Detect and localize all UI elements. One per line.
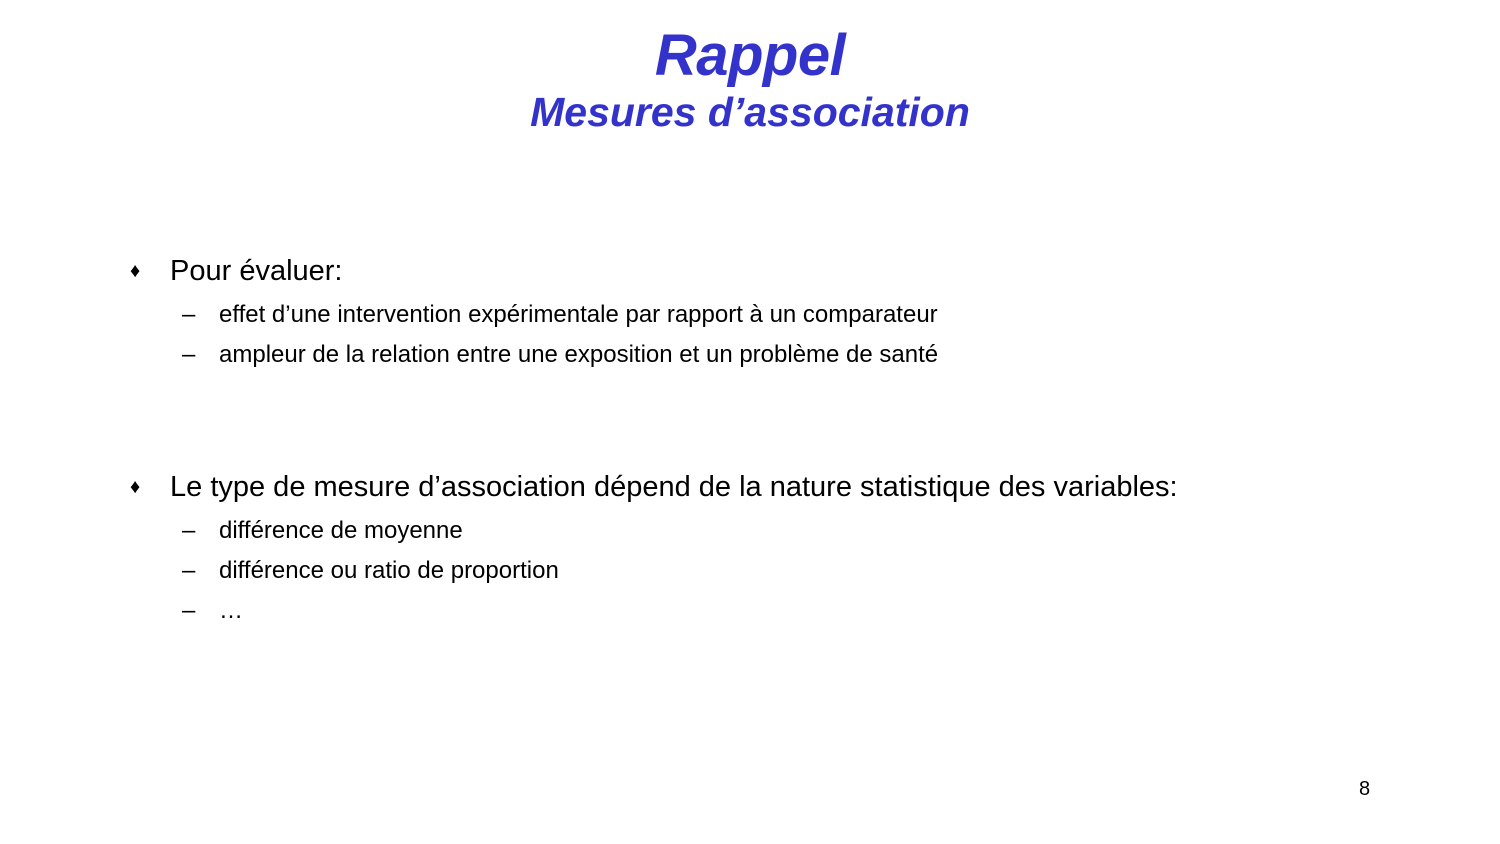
sub-bullet-item bbox=[130, 551, 1178, 591]
dash-bullet-icon: – bbox=[182, 597, 196, 624]
sub-bullet-item bbox=[130, 295, 938, 335]
bullet-section-1 bbox=[130, 253, 938, 375]
bullet-text: Le type de mesure d’association dépend de la nature statistique des variables: bbox=[170, 471, 1178, 503]
sub-bullet-text: différence de moyenne bbox=[219, 517, 463, 544]
page-number: 8 bbox=[1359, 778, 1371, 800]
slide-title: Rappel bbox=[654, 23, 846, 88]
dash-bullet-icon: – bbox=[182, 517, 196, 544]
sub-bullet-item bbox=[130, 511, 1178, 551]
sub-bullet-text: ampleur de la relation entre une exposition et un problème de santé bbox=[219, 341, 939, 368]
slide-subtitle: Mesures d’association bbox=[530, 89, 970, 135]
dash-bullet-icon: – bbox=[182, 557, 196, 584]
dash-bullet-icon: – bbox=[182, 341, 196, 368]
bullet-section-2 bbox=[130, 469, 1178, 631]
bullet-text: Pour évaluer: bbox=[170, 255, 343, 287]
slide-header bbox=[0, 24, 1500, 136]
bullet-item bbox=[130, 469, 1178, 505]
sub-bullet-text: … bbox=[219, 597, 243, 624]
dash-bullet-icon: – bbox=[182, 301, 196, 328]
bullet-item bbox=[130, 253, 938, 289]
diamond-bullet-icon: ♦ bbox=[130, 476, 141, 498]
sub-bullet-item bbox=[130, 335, 938, 375]
sub-bullet-item bbox=[130, 591, 1178, 631]
diamond-bullet-icon: ♦ bbox=[130, 260, 141, 282]
sub-bullet-text: effet d’une intervention expérimentale par rapport à un comparateur bbox=[219, 301, 938, 328]
sub-bullet-text: différence ou ratio de proportion bbox=[219, 557, 559, 584]
